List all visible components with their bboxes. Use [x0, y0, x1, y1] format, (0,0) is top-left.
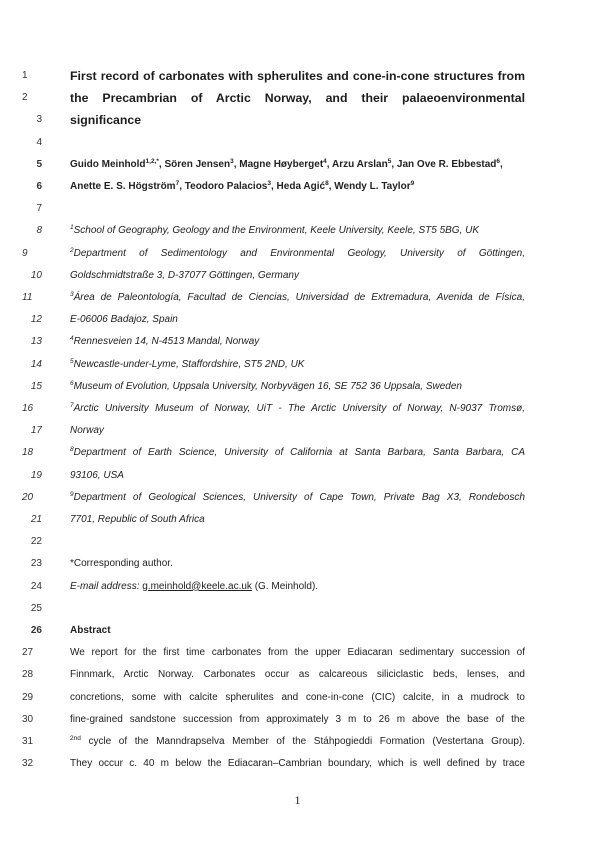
line-text — [70, 512, 525, 528]
page-number: 1 — [294, 793, 301, 807]
text-run: Área de Paleontología, Facultad de Ciencias, Universidad de Extremadura, Avenida de Física, — [73, 292, 525, 303]
line-number: 30 — [22, 713, 34, 725]
manuscript-line — [0, 268, 595, 284]
line-number: 20 — [22, 491, 34, 503]
manuscript-line — [0, 401, 595, 417]
line-number: 2 — [22, 92, 28, 104]
line-number: 17 — [30, 425, 42, 437]
text-run: Goldschmidtstraße 3, D-37077 Göttingen, Germany — [70, 269, 299, 281]
line-number: 16 — [22, 403, 34, 414]
line-text — [70, 357, 525, 373]
superscript: 2 — [70, 246, 74, 254]
manuscript-line — [0, 246, 595, 262]
manuscript-line — [0, 756, 595, 772]
line-text — [70, 579, 525, 595]
manuscript-line — [0, 423, 595, 439]
manuscript-line — [0, 734, 595, 750]
line-text — [70, 223, 525, 239]
text-run: cycle of the Manndrapselva Member of the Stáhpogieddi Formation (Vestertana Group). — [80, 736, 525, 747]
line-number: 22 — [30, 536, 42, 548]
text-run: Abstract — [70, 625, 111, 636]
line-text — [70, 379, 525, 395]
superscript: 7 — [175, 180, 180, 187]
line-text — [70, 268, 525, 284]
line-text — [70, 556, 525, 572]
line-number: 32 — [22, 758, 34, 770]
line-number: 7 — [36, 203, 42, 215]
line-text — [70, 445, 525, 461]
line-text — [70, 667, 525, 683]
line-text — [70, 246, 525, 262]
manuscript-line — [0, 579, 595, 595]
line-text — [70, 290, 525, 306]
manuscript-line — [0, 312, 595, 328]
line-text — [70, 734, 525, 750]
line-number: 12 — [30, 314, 42, 326]
line-number: 25 — [30, 602, 42, 614]
superscript: 5 — [70, 357, 74, 365]
text-run: Department of Sedimentology and Environmental Geology, University of Göttingen, — [73, 247, 525, 259]
superscript: 8 — [70, 446, 74, 454]
superscript: 7 — [70, 402, 74, 409]
text-run: Anette E. S. Högström — [70, 181, 176, 192]
line-text — [70, 312, 525, 328]
text-run: Rennesveien 14, N-4513 Mandal, Norway — [73, 336, 260, 348]
text-run: E-06006 Badajoz, Spain — [70, 314, 178, 326]
line-text — [70, 712, 525, 728]
line-text — [70, 179, 525, 195]
line-text — [70, 423, 525, 439]
text-run: Finnmark, Arctic Norway. Carbonates occur as calcareous siliciclastic beds, lenses, and — [70, 669, 525, 681]
manuscript-line — [0, 512, 595, 528]
manuscript-line — [0, 667, 595, 683]
text-run: First record of carbonates with spherulites and cone-in-cone structures from — [70, 69, 525, 83]
text-run: , Teodoro Palacios — [179, 181, 268, 192]
line-text — [70, 623, 525, 639]
superscript: 8 — [325, 180, 329, 187]
line-number: 9 — [22, 247, 28, 259]
line-number: 8 — [36, 225, 42, 237]
line-number: 18 — [22, 447, 34, 459]
superscript: 3 — [267, 180, 271, 187]
superscript: 6 — [496, 157, 501, 165]
line-number: 13 — [30, 336, 42, 348]
manuscript-line — [0, 379, 595, 395]
line-number: 29 — [22, 691, 34, 703]
line-text — [70, 401, 525, 417]
superscript: 9 — [70, 490, 74, 498]
text-run: Norway — [70, 425, 104, 437]
superscript: 1 — [70, 224, 74, 232]
text-run: School of Geography, Geology and the Environment, Keele University, Keele, ST5 5BG, UK — [73, 225, 480, 237]
line-number: 5 — [36, 158, 42, 170]
manuscript-line — [0, 601, 595, 617]
line-text — [70, 157, 525, 173]
line-number: 28 — [22, 669, 34, 681]
superscript: 4 — [70, 335, 74, 343]
line-text — [70, 68, 525, 84]
text-run: , Sören Jensen — [158, 158, 231, 170]
text-run: 7701, Republic of South Africa — [70, 514, 205, 525]
text-run: , Heda Agić — [271, 181, 326, 192]
text-run: We report for the first time carbonates from the upper Ediacaran sedimentary succession of — [70, 647, 525, 659]
manuscript-line — [0, 223, 595, 239]
line-text — [70, 756, 525, 772]
text-run: Guido Meinhold — [70, 158, 146, 170]
line-number: 4 — [36, 136, 42, 148]
superscript: 3 — [70, 291, 74, 298]
text-run: the Precambrian of Arctic Norway, and their palaeoenvironmental — [70, 91, 525, 106]
manuscript-line — [0, 157, 595, 173]
line-number: 10 — [30, 269, 42, 281]
superscript: 3 — [230, 157, 234, 165]
text-run: , Wendy L. Taylor — [328, 181, 411, 192]
line-number: 15 — [30, 380, 42, 392]
text-run: Department of Geological Sciences, University of Cape Town, Private Bag X3, Rondebosch — [73, 491, 525, 503]
text-run: , Arzu Arslan — [326, 158, 388, 170]
line-text — [70, 112, 525, 128]
line-number: 19 — [30, 469, 42, 481]
line-number: 21 — [30, 514, 42, 525]
superscript: nd — [73, 735, 81, 742]
text-run: Arctic University Museum of Norway, UiT - The Arctic University of Norway, N-9037 Tromsø, — [73, 403, 525, 414]
text-run: E-mail address: — [70, 580, 143, 592]
superscript: 5 — [387, 157, 392, 165]
line-number: 27 — [22, 647, 34, 659]
manuscript-line — [0, 112, 595, 128]
manuscript-line — [0, 534, 595, 550]
manuscript-line — [0, 490, 595, 506]
line-number: 11 — [22, 292, 33, 303]
text-run: Department of Earth Science, University of California at Santa Barbara, Santa Barbara, CA — [73, 447, 525, 459]
manuscript-line — [0, 468, 595, 484]
superscript: 9 — [410, 180, 415, 187]
line-number: 23 — [30, 558, 42, 570]
superscript: 1,2,* — [145, 157, 159, 165]
manuscript-line — [0, 712, 595, 728]
manuscript-line — [0, 556, 595, 572]
line-text — [70, 490, 525, 506]
manuscript-line — [0, 357, 595, 373]
text-run: (G. Meinhold). — [251, 580, 319, 592]
line-number: 14 — [30, 358, 42, 370]
line-number: 1 — [22, 70, 28, 81]
line-number: 3 — [36, 114, 42, 126]
manuscript-line — [0, 690, 595, 706]
manuscript-line — [0, 68, 595, 84]
text-run: , Magne Høyberget — [233, 158, 324, 170]
superscript: 6 — [70, 379, 74, 387]
line-number: 6 — [36, 181, 42, 192]
line-number: 31 — [22, 736, 34, 747]
superscript: 4 — [323, 157, 327, 165]
manuscript-line — [0, 135, 595, 151]
text-run: , — [500, 158, 503, 170]
text-run: Museum of Evolution, Uppsala University, Norbyvägen 16, SE 752 36 Uppsala, Sweden — [73, 380, 462, 392]
manuscript-line — [0, 445, 595, 461]
manuscript-line — [0, 290, 595, 306]
text-run: fine-grained sandstone succession from approximately 3 m to 26 m above the base of the — [70, 713, 525, 725]
manuscript-line — [0, 334, 595, 350]
manuscript-line — [0, 645, 595, 661]
text-run: , Jan Ove R. Ebbestad — [391, 158, 497, 170]
line-number: 24 — [30, 580, 42, 592]
text-run: They occur c. 40 m below the Ediacaran–Cambrian boundary, which is well defined by trace — [70, 758, 525, 770]
line-text — [70, 468, 525, 484]
manuscript-line — [0, 90, 595, 106]
text-run: 93106, USA — [70, 469, 124, 481]
superscript: 2 — [70, 735, 74, 742]
manuscript-line — [0, 201, 595, 217]
line-text — [70, 690, 525, 706]
text-run: significance — [70, 113, 142, 128]
line-text — [70, 334, 525, 350]
manuscript-line — [0, 623, 595, 639]
manuscript-line — [0, 179, 595, 195]
line-text — [70, 645, 525, 661]
text-run: concretions, some with calcite spherulites and cone-in-cone (CIC) calcite, in a mudrock to — [70, 691, 525, 703]
line-text — [70, 90, 525, 106]
text-run: *Corresponding author. — [70, 558, 173, 570]
text-run: Newcastle-under-Lyme, Staffordshire, ST5 2ND, UK — [73, 358, 305, 370]
line-number: 26 — [30, 625, 42, 636]
email-link[interactable]: g.meinhold@keele.ac.uk — [142, 580, 252, 592]
